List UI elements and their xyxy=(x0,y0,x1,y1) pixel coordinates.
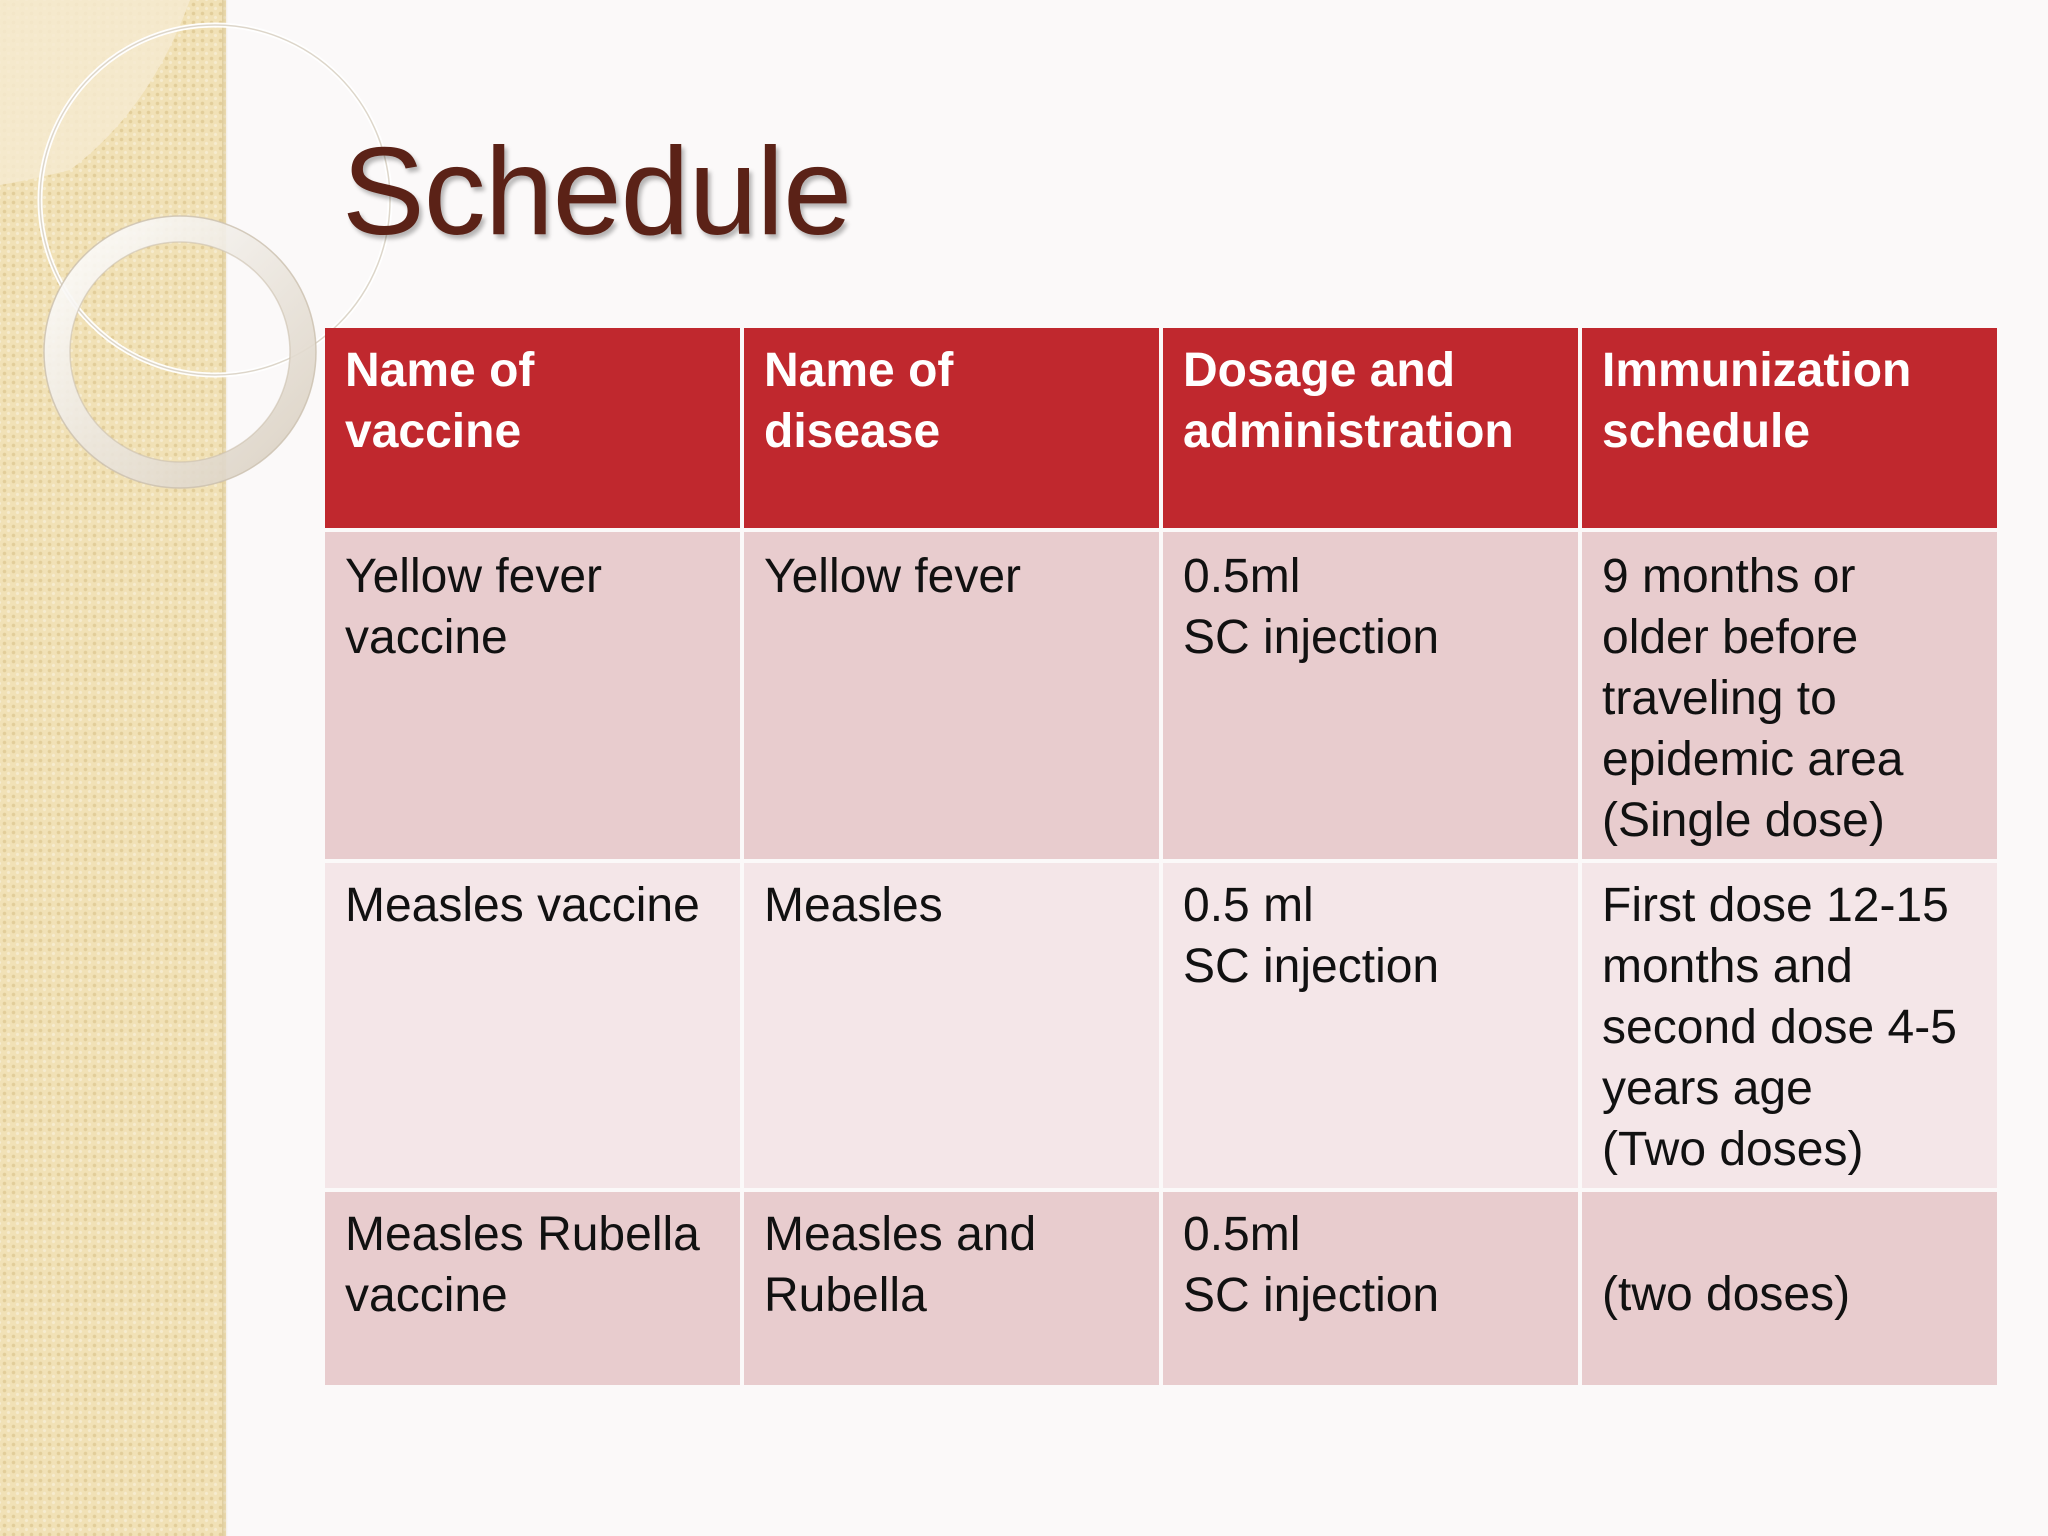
cell-dosage: 0.5 ml SC injection xyxy=(1163,863,1578,1188)
cell-disease: Measles xyxy=(744,863,1159,1188)
table-row xyxy=(325,1192,1997,1385)
cell-schedule: (two doses) xyxy=(1582,1192,1997,1385)
cell-dosage: 0.5ml SC injection xyxy=(1163,532,1578,859)
header-vaccine-name: Name of vaccine xyxy=(325,328,740,528)
cell-dosage: 0.5ml SC injection xyxy=(1163,1192,1578,1385)
cell-disease: Measles and Rubella xyxy=(744,1192,1159,1385)
header-dosage: Dosage and administration xyxy=(1163,328,1578,528)
table-header-row xyxy=(325,328,1997,528)
header-immunization-schedule: Immunization schedule xyxy=(1582,328,1997,528)
cell-vaccine: Measles Rubella vaccine xyxy=(325,1192,740,1385)
schedule-table xyxy=(321,324,2001,1389)
cell-vaccine: Yellow fever vaccine xyxy=(325,532,740,859)
cell-disease: Yellow fever xyxy=(744,532,1159,859)
decorative-large-ring xyxy=(40,25,390,375)
cell-vaccine: Measles vaccine xyxy=(325,863,740,1188)
slide-title: Schedule xyxy=(342,123,852,261)
header-disease-name: Name of disease xyxy=(744,328,1159,528)
decorative-pale-panel xyxy=(0,0,190,185)
cell-schedule: 9 months or older before traveling to epidemic area (Single dose) xyxy=(1582,532,1997,859)
cell-schedule: First dose 12-15 months and second dose 4-5 years age (Two doses) xyxy=(1582,863,1997,1188)
decorative-thick-ring xyxy=(57,229,303,475)
table-row xyxy=(325,863,1997,1188)
table-row xyxy=(325,532,1997,859)
